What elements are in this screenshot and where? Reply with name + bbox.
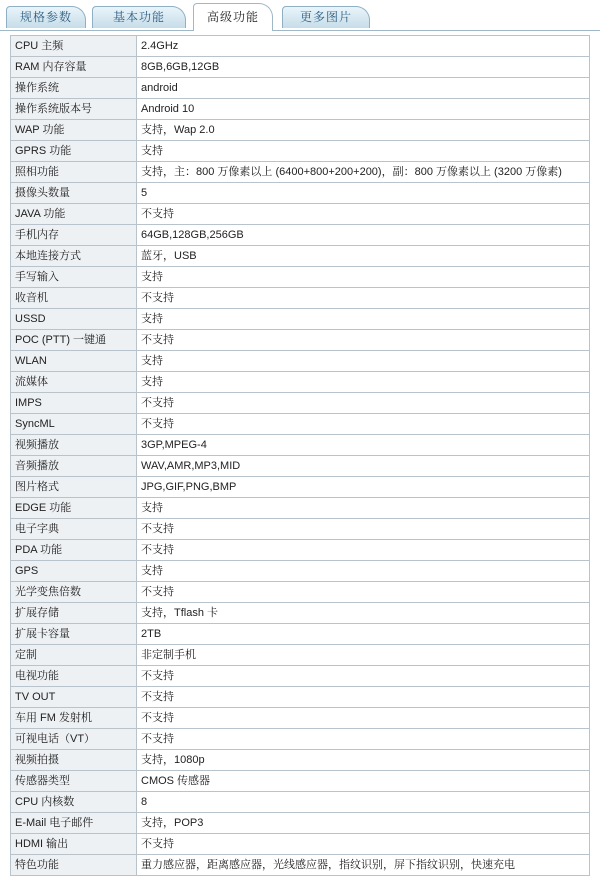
spec-value: 支持: [137, 561, 590, 582]
spec-key: 电子字典: [11, 519, 137, 540]
spec-value: Android 10: [137, 99, 590, 120]
spec-value: 支持，Tflash 卡: [137, 603, 590, 624]
spec-value: 不支持: [137, 708, 590, 729]
spec-value: 支持: [137, 351, 590, 372]
spec-row: [11, 225, 590, 246]
spec-key: 本地连接方式: [11, 246, 137, 267]
spec-row: [11, 414, 590, 435]
spec-key: POC (PTT) 一键通: [11, 330, 137, 351]
spec-key: IMPS: [11, 393, 137, 414]
spec-key: 流媒体: [11, 372, 137, 393]
spec-value: 支持: [137, 498, 590, 519]
spec-row: [11, 288, 590, 309]
spec-row: [11, 372, 590, 393]
spec-row: [11, 519, 590, 540]
spec-value: 不支持: [137, 204, 590, 225]
spec-key: 光学变焦倍数: [11, 582, 137, 603]
spec-value: WAV,AMR,MP3,MID: [137, 456, 590, 477]
spec-key: 可视电话（VT）: [11, 729, 137, 750]
spec-key: 手机内存: [11, 225, 137, 246]
spec-key: SyncML: [11, 414, 137, 435]
spec-key: EDGE 功能: [11, 498, 137, 519]
spec-row: [11, 645, 590, 666]
spec-key: 手写输入: [11, 267, 137, 288]
spec-value: 8GB,6GB,12GB: [137, 57, 590, 78]
spec-key: 图片格式: [11, 477, 137, 498]
spec-row: [11, 582, 590, 603]
spec-row: [11, 708, 590, 729]
spec-key: 电视功能: [11, 666, 137, 687]
spec-value: 支持: [137, 267, 590, 288]
spec-row: [11, 267, 590, 288]
spec-key: PDA 功能: [11, 540, 137, 561]
spec-value: 2TB: [137, 624, 590, 645]
spec-key: 视频播放: [11, 435, 137, 456]
spec-row: [11, 435, 590, 456]
spec-row: [11, 393, 590, 414]
spec-key: 特色功能: [11, 855, 137, 876]
spec-row: [11, 330, 590, 351]
spec-value: 重力感应器，距离感应器，光线感应器，指纹识别，屏下指纹识别，快速充电: [137, 855, 590, 876]
spec-key: GPS: [11, 561, 137, 582]
spec-value: 非定制手机: [137, 645, 590, 666]
spec-value: 蓝牙，USB: [137, 246, 590, 267]
spec-row: [11, 603, 590, 624]
spec-row: [11, 477, 590, 498]
spec-key: 音频播放: [11, 456, 137, 477]
spec-key: CPU 主频: [11, 36, 137, 57]
spec-key: TV OUT: [11, 687, 137, 708]
spec-row: [11, 687, 590, 708]
spec-value: 支持: [137, 141, 590, 162]
spec-value: 不支持: [137, 519, 590, 540]
spec-value: 2.4GHz: [137, 36, 590, 57]
spec-value: 不支持: [137, 834, 590, 855]
spec-value: android: [137, 78, 590, 99]
tab-advanced-functions[interactable]: 高级功能: [193, 3, 273, 31]
spec-row: [11, 456, 590, 477]
tab-baseline: [0, 30, 600, 31]
spec-row: [11, 792, 590, 813]
spec-key: WAP 功能: [11, 120, 137, 141]
spec-key: CPU 内核数: [11, 792, 137, 813]
spec-key: RAM 内存容量: [11, 57, 137, 78]
spec-value: 8: [137, 792, 590, 813]
spec-value: 支持，1080p: [137, 750, 590, 771]
spec-value: 不支持: [137, 393, 590, 414]
spec-value: 支持，主：800 万像素以上 (6400+800+200+200)，副：800 万像素以上 (3200 万像素): [137, 162, 590, 183]
spec-value: 不支持: [137, 666, 590, 687]
spec-row: [11, 750, 590, 771]
spec-key: HDMI 输出: [11, 834, 137, 855]
spec-key: E-Mail 电子邮件: [11, 813, 137, 834]
spec-row: [11, 57, 590, 78]
spec-row: [11, 771, 590, 792]
tab-basic-functions[interactable]: 基本功能: [92, 6, 186, 28]
spec-row: [11, 162, 590, 183]
spec-row: [11, 498, 590, 519]
spec-row: [11, 624, 590, 645]
spec-value: 不支持: [137, 414, 590, 435]
spec-row: [11, 834, 590, 855]
spec-key: GPRS 功能: [11, 141, 137, 162]
spec-row: [11, 36, 590, 57]
spec-row: [11, 729, 590, 750]
spec-key: 传感器类型: [11, 771, 137, 792]
spec-value: 不支持: [137, 729, 590, 750]
spec-key: 操作系统版本号: [11, 99, 137, 120]
spec-value: 支持: [137, 372, 590, 393]
spec-row: [11, 813, 590, 834]
tab-bar: [0, 0, 600, 33]
tab-more-images[interactable]: 更多图片: [282, 6, 370, 28]
spec-value: 不支持: [137, 540, 590, 561]
spec-value: 不支持: [137, 288, 590, 309]
spec-value: CMOS 传感器: [137, 771, 590, 792]
spec-value: 不支持: [137, 582, 590, 603]
spec-value: 5: [137, 183, 590, 204]
spec-key: 摄像头数量: [11, 183, 137, 204]
spec-key: USSD: [11, 309, 137, 330]
spec-row: [11, 99, 590, 120]
tab-spec-params[interactable]: 规格参数: [6, 6, 86, 28]
spec-value: 3GP,MPEG-4: [137, 435, 590, 456]
spec-value: 64GB,128GB,256GB: [137, 225, 590, 246]
spec-key: 车用 FM 发射机: [11, 708, 137, 729]
spec-row: [11, 246, 590, 267]
spec-row: [11, 204, 590, 225]
spec-row: [11, 141, 590, 162]
spec-value: JPG,GIF,PNG,BMP: [137, 477, 590, 498]
spec-row: [11, 666, 590, 687]
spec-row: [11, 855, 590, 876]
spec-key: 视频拍摄: [11, 750, 137, 771]
spec-key: 扩展卡容量: [11, 624, 137, 645]
spec-key: 照相功能: [11, 162, 137, 183]
spec-row: [11, 309, 590, 330]
spec-value: 不支持: [137, 687, 590, 708]
spec-key: 定制: [11, 645, 137, 666]
spec-row: [11, 183, 590, 204]
spec-row: [11, 351, 590, 372]
spec-value: 支持，POP3: [137, 813, 590, 834]
spec-key: 操作系统: [11, 78, 137, 99]
spec-row: [11, 78, 590, 99]
spec-key: 收音机: [11, 288, 137, 309]
spec-value: 不支持: [137, 330, 590, 351]
spec-value: 支持，Wap 2.0: [137, 120, 590, 141]
spec-key: JAVA 功能: [11, 204, 137, 225]
spec-row: [11, 561, 590, 582]
spec-value: 支持: [137, 309, 590, 330]
spec-row: [11, 120, 590, 141]
spec-key: 扩展存储: [11, 603, 137, 624]
spec-key: WLAN: [11, 351, 137, 372]
spec-table: [10, 35, 590, 876]
spec-table-body: [11, 36, 590, 876]
spec-row: [11, 540, 590, 561]
